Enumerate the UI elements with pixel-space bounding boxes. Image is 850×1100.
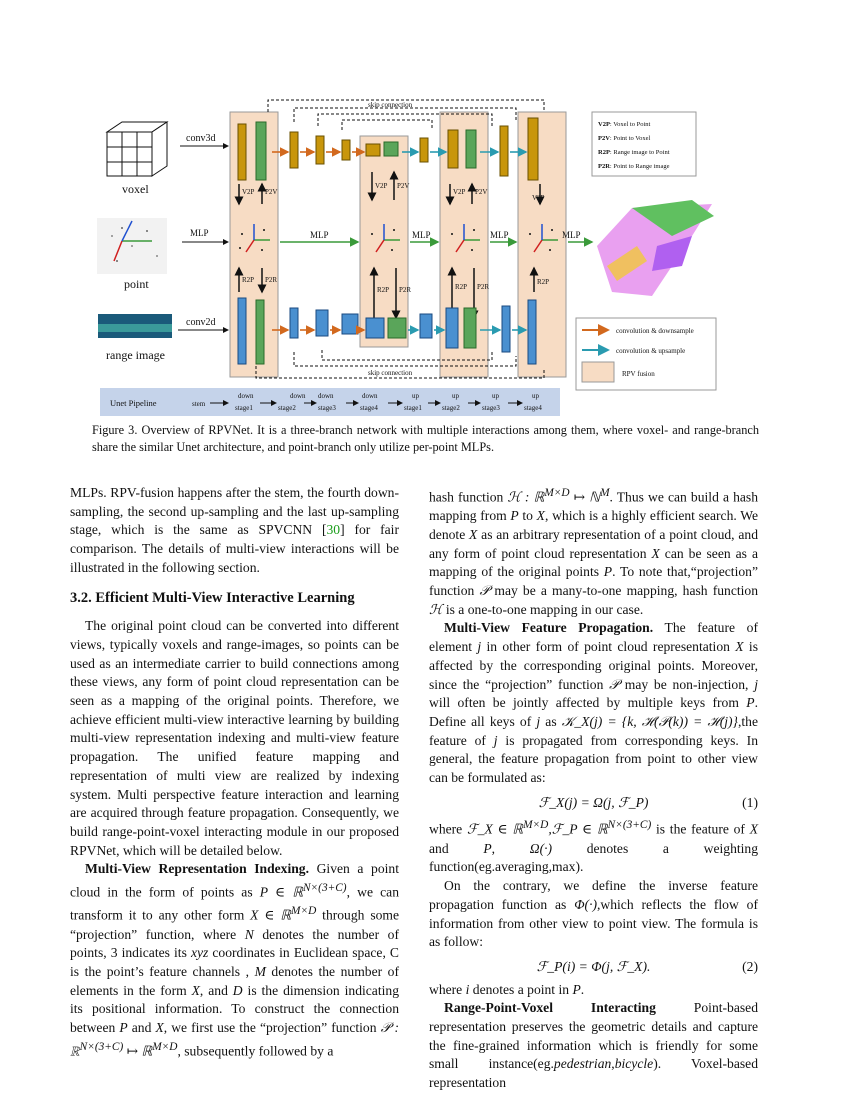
- svg-text:stage1: stage1: [404, 404, 422, 412]
- svg-text:up: up: [412, 392, 419, 400]
- svg-text:P2V: P2V: [397, 182, 410, 190]
- skip-connection-label-top: skip connection: [368, 101, 413, 109]
- svg-text:P2R: P2R: [265, 276, 278, 284]
- svg-text:stage2: stage2: [278, 404, 296, 412]
- svg-text:down: down: [362, 392, 378, 400]
- svg-text:MLP: MLP: [412, 230, 431, 240]
- svg-text:MLP: MLP: [562, 230, 581, 240]
- svg-text:stem: stem: [192, 400, 206, 408]
- left-column: [70, 484, 399, 1061]
- svg-text:P2V: P2V: [265, 188, 278, 196]
- svg-text:stage1: stage1: [235, 404, 253, 412]
- paragraph-hash: hash function ℋ : ℝ$^{M\times D}$ ↦ ℕ$^M$. Thus we can build a hash mapping from P to X, which is a highly efficient search. We denote X as an arbitrary representation of a point cloud, and any form of point cloud representation X can be seen as a mapping of the original points P. To note that,“projection” function 𝒫 may be a many-to-one mapping, hash function ℋ is a one-to-one mapping in our case.: [429, 487, 759, 617]
- unet-pipeline: [100, 388, 560, 416]
- svg-text:down: down: [290, 392, 306, 400]
- svg-text:convolution & upsample: convolution & upsample: [616, 347, 686, 355]
- voxel-cube-icon: [107, 122, 167, 176]
- svg-text:V2P: V2P: [375, 182, 388, 190]
- paragraph-indexing: Multi-View Representation Indexing. Given a point cloud in the form of points as P ∈ ℝ$^{N\times(3+C)}$, we can transform it to any other form X ∈ ℝ$^{M\times D}$ through some “projection” function, where N denotes the number of points, 3 indicates its xyz coordinates in Euclidean space, C is the point’s feature channels , M denotes the number of elements in the form X, and D is the dimension indicating its positional information. To construct the connection between P and X, we first use the “projection” function 𝒫 : ℝ$^{N\times(3+C)}$ ↦ ℝ$^{M\times D}$, subsequently followed by a: [70, 861, 400, 1059]
- svg-text:R2P: R2P: [377, 286, 390, 294]
- paragraph-intro: MLPs. RPV-fusion happens after the stem, the fourth down-sampling, the second up-sampling and the last up-sampling stage, which is the same as SPVCNN [30] for fair comparison. The details of multi-view interactions will be illustrated in the following section.: [70, 485, 399, 575]
- rpv-fusion-block-1: [230, 112, 278, 377]
- svg-text:stage4: stage4: [524, 404, 542, 412]
- svg-text:V2P: V2P: [532, 194, 545, 202]
- svg-text:P2R: P2R: [399, 286, 412, 294]
- svg-text:up: up: [532, 392, 539, 400]
- equation-2: ℱ_P(i) = Φ(j, ℱ_X). (2): [536, 958, 758, 974]
- svg-text:P2R: Point to Range image: P2R: Point to Range image: [598, 163, 670, 170]
- svg-text:down: down: [238, 392, 254, 400]
- svg-text:down: down: [318, 392, 334, 400]
- conv2d-label: conv2d: [186, 317, 216, 328]
- paragraph-propagation: Multi-View Feature Propagation. The feature of element j in other form of point cloud representation X is affected by the corresponding original points. Moreover, since the “projection” function 𝒫 may be non-injection, j will often be jointly affected by multiple keys from P. Define all keys of j as 𝒦_X(j) = {k, ℋ(𝒫(k)) = ℋ(j)},the feature of j is propagated from corresponding keys. In general, the feature propagation from point to other view can be formulated as:: [429, 620, 758, 786]
- svg-text:MLP: MLP: [310, 230, 329, 240]
- svg-text:convolution & downsample: convolution & downsample: [616, 327, 694, 335]
- svg-text:stage3: stage3: [318, 404, 336, 412]
- svg-text:R2P: R2P: [455, 283, 468, 291]
- section-heading: 3.2. Efficient Multi-View Interactive Learning: [70, 589, 355, 606]
- figure-caption: Figure 3. Overview of RPVNet. It is a three-branch network with multiple interactions among them, where voxel- and range-branch share the similar Unet architecture, and point-branch only utilize per-point MLPs.: [92, 423, 759, 454]
- svg-text:V2P: V2P: [453, 188, 466, 196]
- citation-link[interactable]: 30: [326, 522, 341, 538]
- point-cloud-icon: [97, 218, 167, 274]
- svg-text:R2P: R2P: [537, 278, 550, 286]
- svg-text:MLP: MLP: [490, 230, 509, 240]
- skip-connection-label-bottom: skip connection: [368, 369, 413, 377]
- legend-top: [592, 112, 696, 176]
- legend-bottom: [576, 318, 716, 390]
- svg-text:V2P: Voxel to Point: V2P: Voxel to Point: [598, 121, 651, 128]
- svg-text:P2V: Point to Voxel: P2V: Point to Voxel: [598, 135, 651, 142]
- svg-text:P2R: P2R: [477, 283, 490, 291]
- svg-text:RPV fusion: RPV fusion: [622, 370, 655, 378]
- mlp-label-1: MLP: [190, 228, 209, 238]
- svg-text:stage4: stage4: [360, 404, 378, 412]
- segmentation-output-icon: [597, 200, 714, 296]
- conv3d-label: conv3d: [186, 133, 216, 144]
- svg-text:stage3: stage3: [482, 404, 500, 412]
- paragraph-where-1: where ℱ_X ∈ ℝ$^{M\times D}$,ℱ_P ∈ ℝ$^{N\times(3+C)}$ is the feature of X and P, Ω(·) denotes a weighting function(eg.averaging,max).: [429, 819, 759, 875]
- figure-rpvnet-overview: [92, 96, 762, 420]
- point-label: point: [124, 277, 149, 291]
- svg-text:stage2: stage2: [442, 404, 460, 412]
- rpv-fusion-block-2: [360, 136, 408, 347]
- range-image-label: range image: [106, 348, 165, 362]
- svg-text:up: up: [452, 392, 459, 400]
- svg-text:V2P: V2P: [242, 188, 255, 196]
- paragraph-inverse: On the contrary, we define the inverse feature propagation function as Φ(·),which reflects the flow of information from other view to point view. The formula is as follow:: [429, 878, 759, 950]
- svg-text:Unet Pipeline: Unet Pipeline: [110, 398, 157, 408]
- svg-text:R2P: Range image to Point: R2P: Range image to Point: [598, 149, 670, 156]
- equation-1: ℱ_X(j) = Ω(j, ℱ_P) (1): [538, 794, 758, 810]
- voxel-label: voxel: [122, 182, 149, 196]
- svg-text:R2P: R2P: [242, 276, 255, 284]
- right-column: [429, 484, 758, 1093]
- paragraph-rpv-interacting: Range-Point-Voxel Interacting Point-based representation preserves the geometric details and capture the fine-grained information which is friendly for some small instance(eg.pedestrian,bicycle). Voxel-based representation: [429, 1000, 758, 1091]
- svg-text:P2V: P2V: [475, 188, 488, 196]
- paragraph-where-2: where i denotes a point in P.: [429, 981, 585, 997]
- svg-text:up: up: [492, 392, 499, 400]
- paragraph-multiview: The original point cloud can be converted into different views, typically voxels and range-images, so points can be used as an intermediate carrier to build connections among these views, any form of point cloud representation can be seen as a mapping of the original points. Therefore, we achieve efficient multi-view interactive learning by building multi-view representation indexing and multi-view feature propagation. The unified feature mapping and representation of multi view are realized by indexing system. Multi perspective feature interaction and learning are acquired through feature propagation. Consequently, we build range-point-voxel interacting module in our proposed RPVNet, which will be detailed below.: [70, 618, 399, 858]
